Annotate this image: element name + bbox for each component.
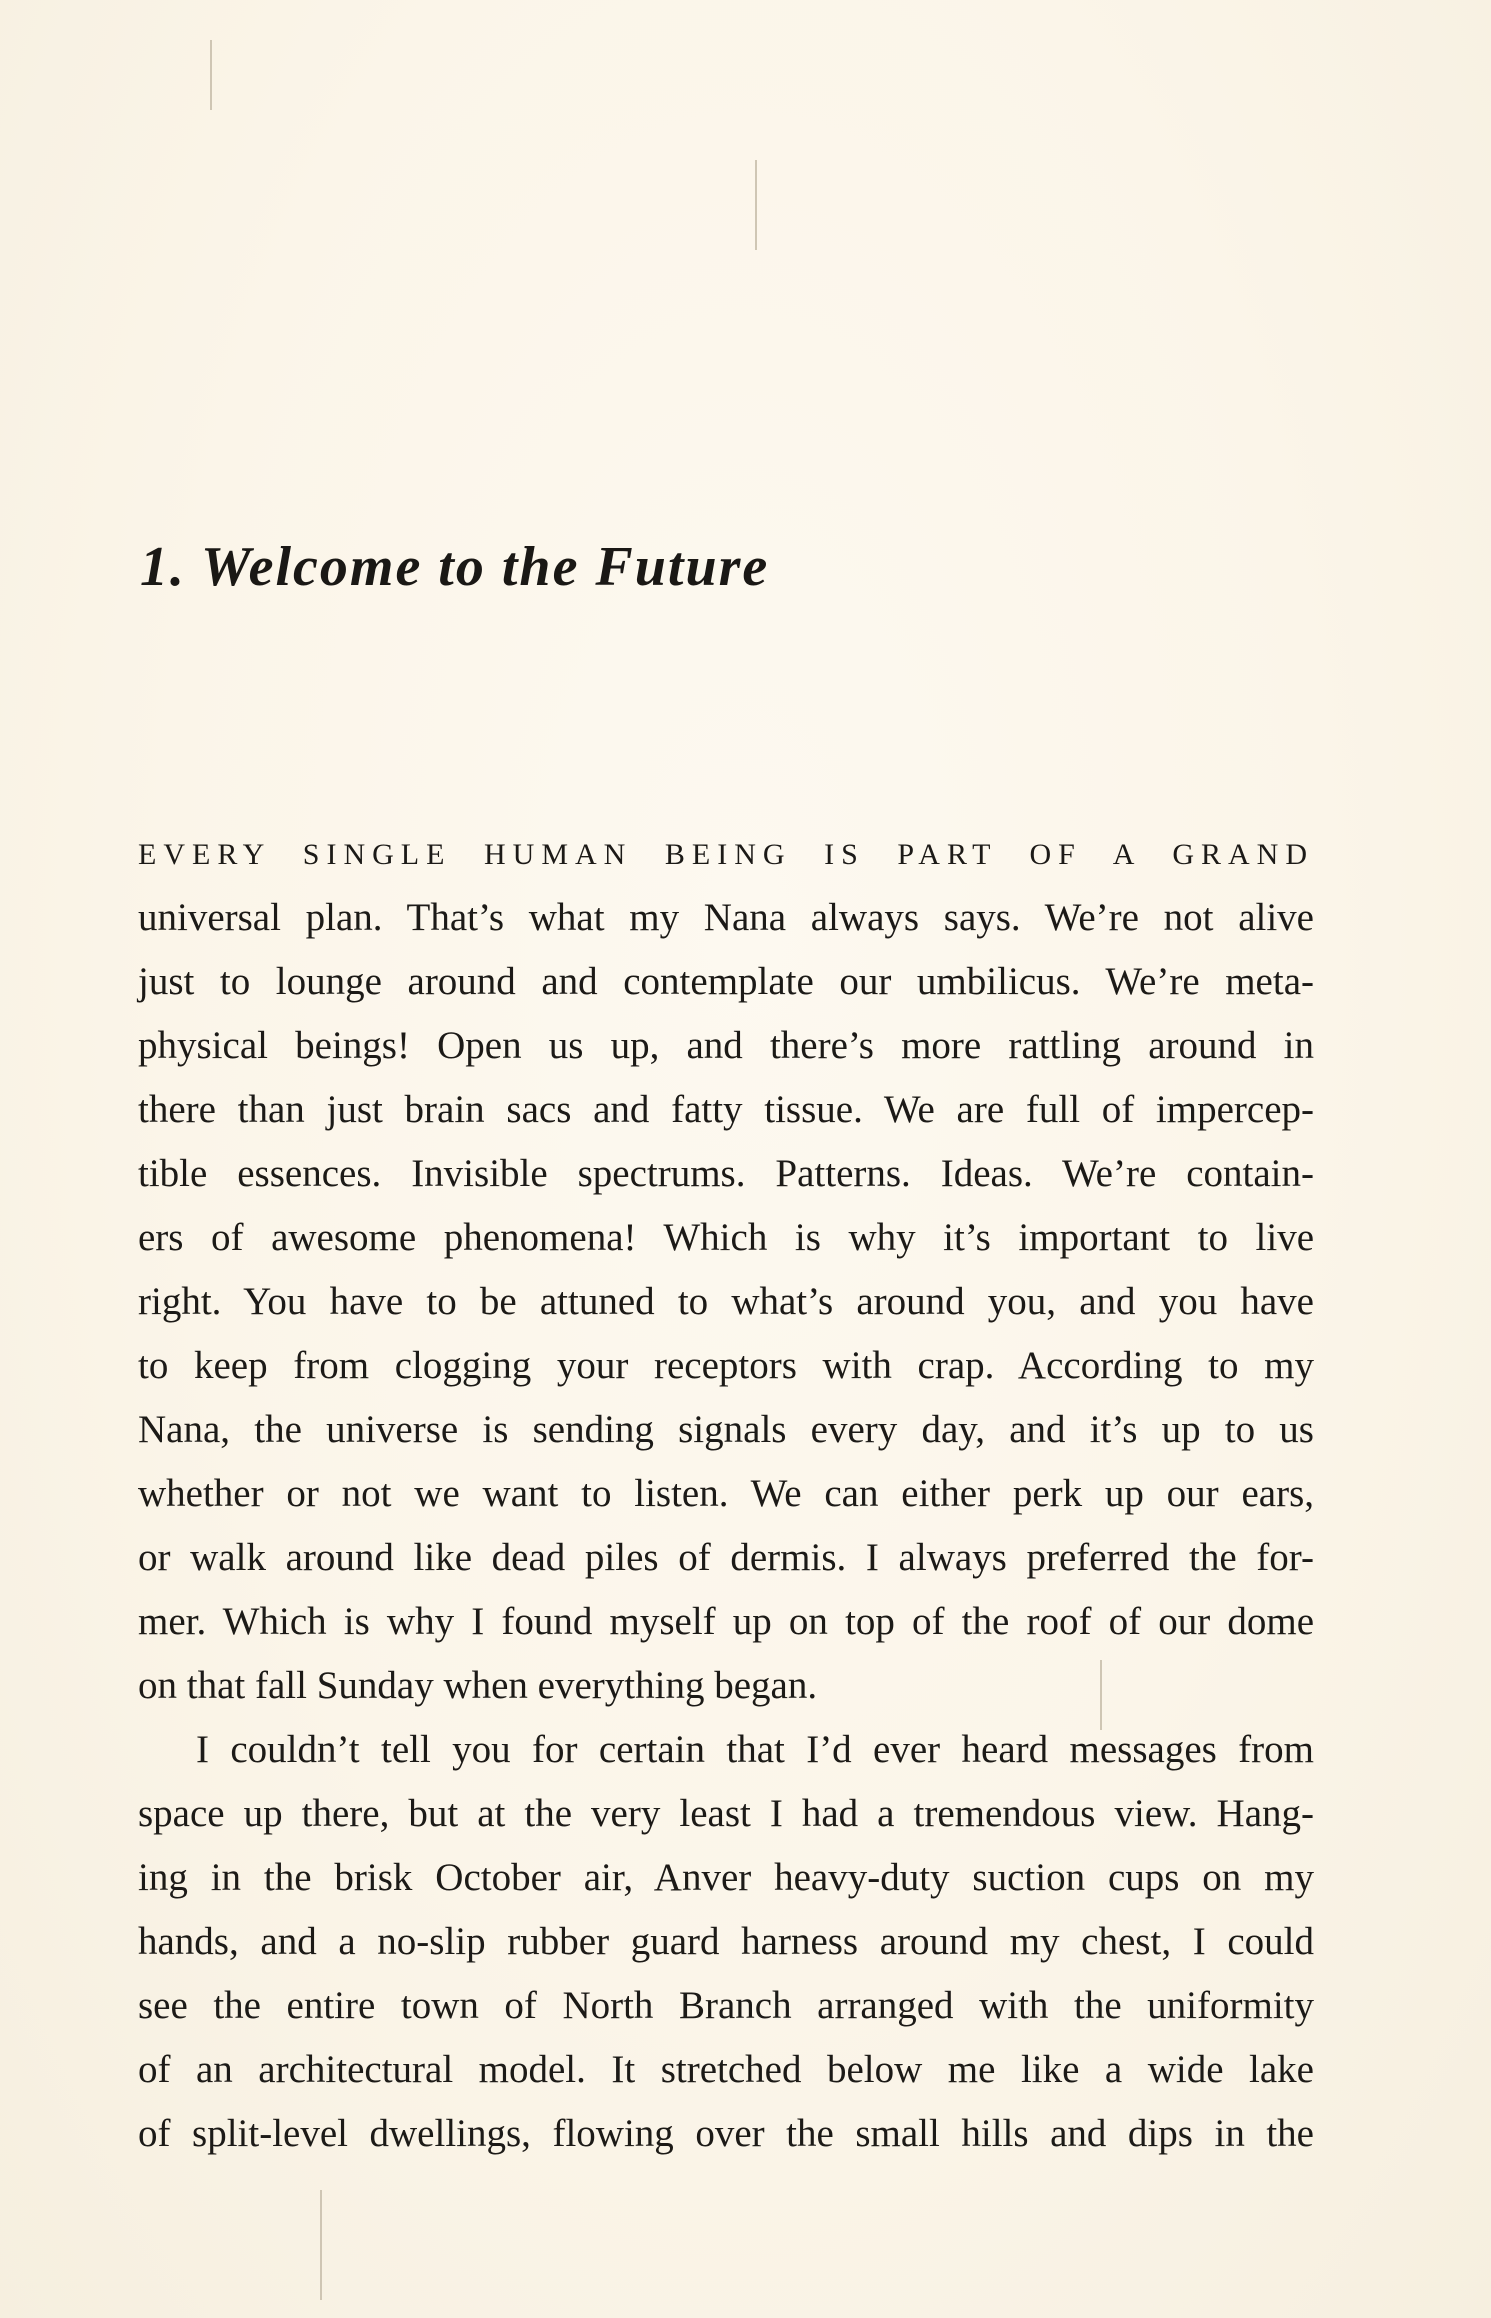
text-line: Nana, the universe is sending signals every day, and it’s up to us — [138, 1408, 1314, 1451]
opening-caps-line: EVERY SINGLE HUMAN BEING IS PART OF A GRAND — [138, 838, 1314, 871]
text-line: physical beings! Open us up, and there’s more rattling around in — [138, 1024, 1314, 1067]
text-line: or walk around like dead piles of dermis. I always preferred the for- — [138, 1536, 1314, 1579]
text-line: to keep from clogging your receptors with crap. According to my — [138, 1344, 1314, 1387]
text-line: I couldn’t tell you for certain that I’d ever heard messages from — [196, 1728, 1314, 1771]
text-line: ing in the brisk October air, Anver heavy-duty suction cups on my — [138, 1856, 1314, 1899]
text-line: of an architectural model. It stretched below me like a wide lake — [138, 2048, 1314, 2091]
chapter-body — [138, 822, 1314, 2166]
text-line: universal plan. That’s what my Nana always says. We’re not alive — [138, 896, 1314, 939]
text-line: on that fall Sunday when everything began. — [138, 1664, 818, 1707]
paragraph-2 — [138, 1718, 1314, 2166]
text-line: tible essences. Invisible spectrums. Patterns. Ideas. We’re contain- — [138, 1152, 1314, 1195]
text-line: of split-level dwellings, flowing over the small hills and dips in the — [138, 2112, 1314, 2155]
text-line: right. You have to be attuned to what’s around you, and you have — [138, 1280, 1314, 1323]
paper-mark — [210, 40, 212, 110]
paragraph-1 — [138, 822, 1314, 1718]
text-line: there than just brain sacs and fatty tissue. We are full of impercep- — [138, 1088, 1314, 1131]
text-line: hands, and a no-slip rubber guard harness around my chest, I could — [138, 1920, 1314, 1963]
text-line: whether or not we want to listen. We can either perk up our ears, — [138, 1472, 1314, 1515]
text-line: just to lounge around and contemplate our umbilicus. We’re meta- — [138, 960, 1314, 1003]
text-line: mer. Which is why I found myself up on top of the roof of our dome — [138, 1600, 1314, 1643]
paper-mark — [755, 160, 757, 250]
text-line: space up there, but at the very least I had a tremendous view. Hang- — [138, 1792, 1314, 1835]
text-line: see the entire town of North Branch arranged with the uniformity — [138, 1984, 1314, 2027]
text-line: ers of awesome phenomena! Which is why it’s important to live — [138, 1216, 1314, 1259]
paper-mark — [320, 2190, 322, 2300]
chapter-title: 1. Welcome to the Future — [140, 536, 770, 598]
